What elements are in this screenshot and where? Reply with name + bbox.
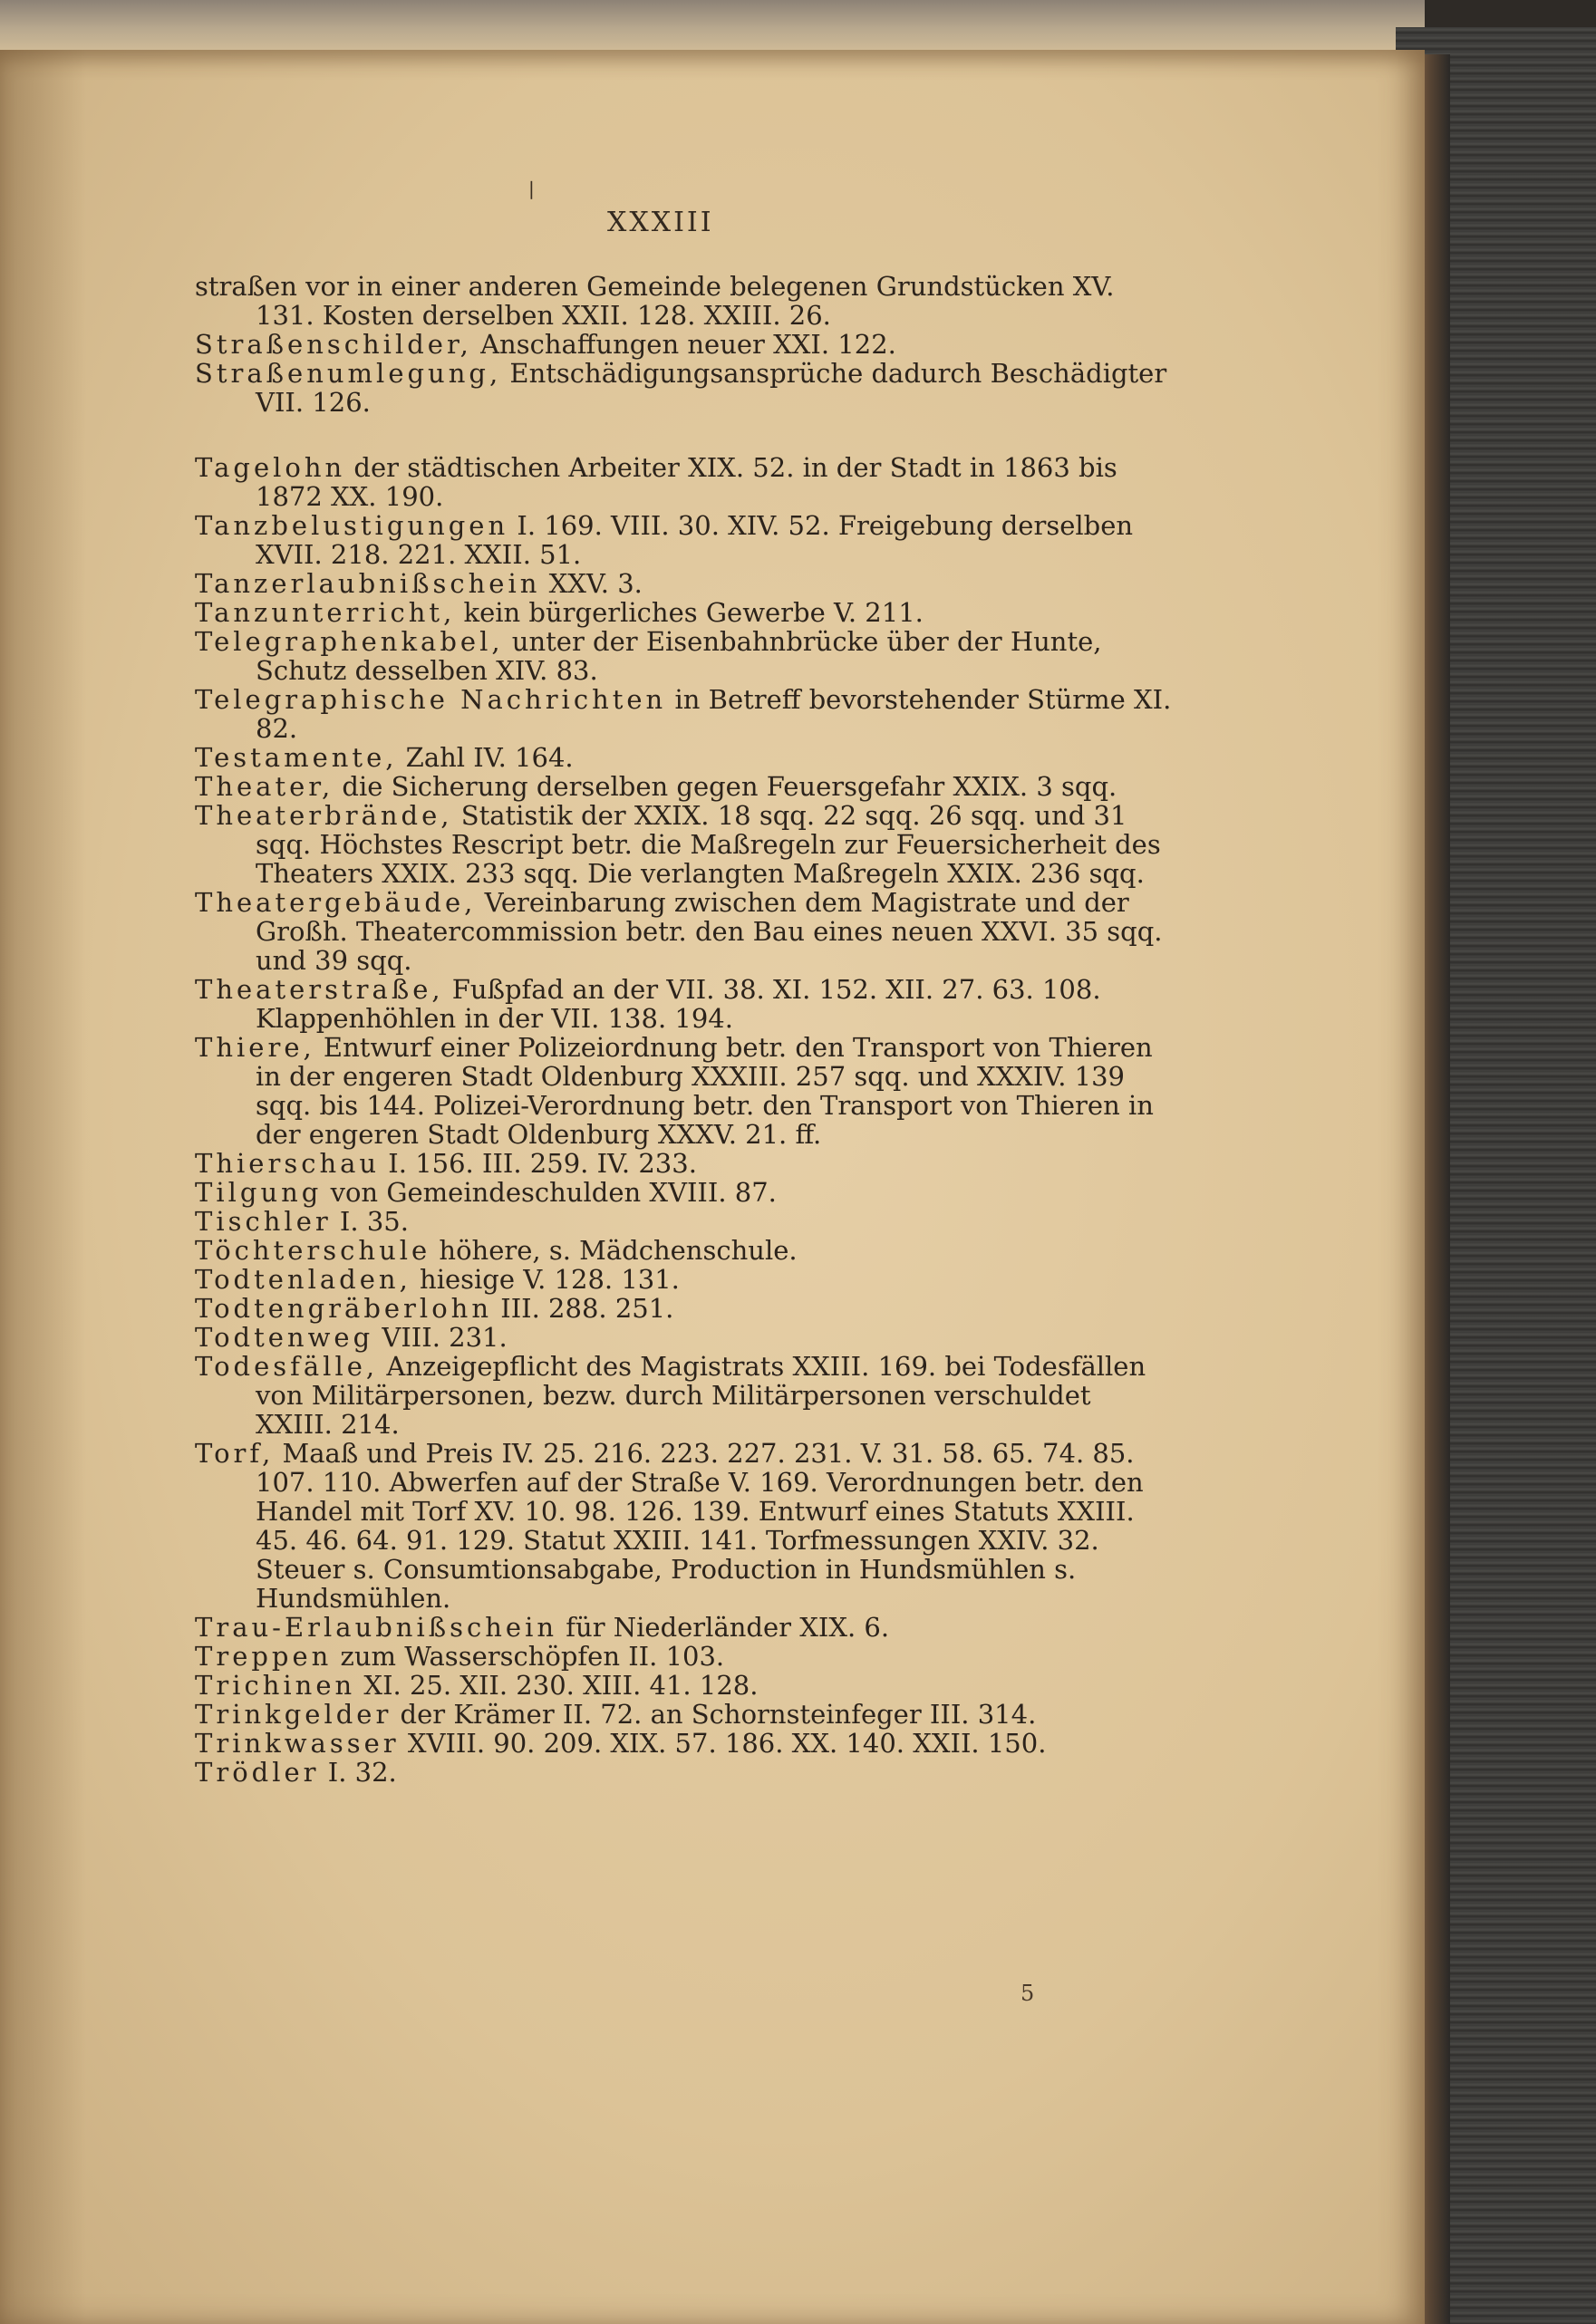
- index-entry: [195, 1758, 1174, 1787]
- index-entry: [195, 453, 1174, 511]
- index-entry: [195, 330, 1174, 359]
- entry-text: I. 169. VIII. 30. XIV. 52. Freigebung derselben XVII. 218. 221. XXII. 51.: [256, 510, 1134, 570]
- index-entry: [195, 1729, 1174, 1758]
- entry-text: für Niederländer XIX. 6.: [557, 1612, 890, 1643]
- entry-term: Telegraphische Nachrichten: [195, 684, 667, 715]
- entry-text: Entwurf einer Polizeiordnung betr. den Transport von Thieren in der engeren Stadt Oldenburg XXXIII. 257 sqq. und XXXIV. 139 sqq. bis 144. Polizei-Verordnung betr. den Transport von Thieren in der engeren Stadt Oldenburg XXXV. 21. ff.: [256, 1032, 1154, 1150]
- entry-term: Theaterstraße,: [195, 974, 444, 1005]
- entry-text: höhere, s. Mädchenschule.: [430, 1235, 798, 1266]
- index-entry: [195, 511, 1174, 569]
- entry-term: Torf,: [195, 1438, 275, 1469]
- entry-text: Anzeigepflicht des Magistrats XXIII. 169. bei Todesfällen von Militärpersonen, bezw. durch Militärpersonen verschuldet XXIII. 214.: [256, 1351, 1146, 1440]
- entry-text: XXV. 3.: [540, 568, 643, 599]
- index-entry: [195, 743, 1174, 772]
- entry-term: Todesfälle,: [195, 1351, 379, 1382]
- entry-text: VIII. 231.: [373, 1322, 508, 1353]
- entry-term: Thiere,: [195, 1032, 315, 1063]
- entry-term: Theatergebäude,: [195, 887, 477, 918]
- entry-term: Töchterschule: [195, 1235, 431, 1266]
- index-entry: [195, 1352, 1174, 1439]
- index-entry: [195, 1207, 1174, 1236]
- index-entry: [195, 272, 1174, 330]
- entry-term: Treppen: [195, 1641, 333, 1672]
- entry-term: Trau-Erlaubnißschein: [195, 1612, 558, 1643]
- entry-term: Telegraphenkabel,: [195, 626, 504, 657]
- index-entry: [195, 685, 1174, 743]
- ink-mark: ❘: [524, 178, 539, 199]
- entry-term: Todtenweg: [195, 1322, 374, 1353]
- index-entry: [195, 569, 1174, 598]
- entry-text: kein bürgerliches Gewerbe V. 211.: [455, 597, 924, 628]
- entry-term: Tagelohn: [195, 452, 346, 483]
- entry-term: Tilgung: [195, 1177, 323, 1208]
- index-entry: [195, 801, 1174, 888]
- entry-text: I. 32.: [319, 1757, 397, 1788]
- entry-text: Maaß und Preis IV. 25. 216. 223. 227. 231. V. 31. 58. 65. 74. 85. 107. 110. Abwerfen auf der Straße V. 169. Verordnungen betr. den Handel mit Torf XV. 10. 98. 126. 139. Entwurf eines Statuts XXIII. 45. 46. 64. 91. 129. Statut XXIII. 141. Torfmessungen XXIV. 32. Steuer s. Consumtionsabgabe, Production in Hundsmühlen s. Hundsmühlen.: [256, 1438, 1144, 1614]
- index-entry: [195, 1178, 1174, 1207]
- index-entry: [195, 1671, 1174, 1700]
- entry-text: Entschädigungsansprüche dadurch Beschädigter VII. 126.: [256, 358, 1167, 418]
- index-entry: [195, 598, 1174, 627]
- spine-shadow: [0, 50, 86, 2324]
- index-entry: [195, 1149, 1174, 1178]
- index-entry: [195, 1265, 1174, 1294]
- page-header: XXXIII: [607, 207, 714, 238]
- entry-text: I. 35.: [331, 1206, 409, 1237]
- index-entry: [195, 627, 1174, 685]
- entry-term: Thierschau: [195, 1148, 381, 1179]
- entry-term: Tanzerlaubnißschein: [195, 568, 541, 599]
- entry-term: Straßenschilder,: [195, 329, 472, 360]
- entry-text: in Betreff bevorstehender Stürme XI. 82.: [256, 684, 1172, 744]
- entry-term: Straßenumlegung,: [195, 358, 502, 389]
- index-entry: [195, 1236, 1174, 1265]
- entry-text: die Sicherung derselben gegen Feuersgefahr XXIX. 3 sqq.: [334, 771, 1117, 802]
- entry-text: zum Wasserschöpfen II. 103.: [332, 1641, 725, 1672]
- entry-text: Vereinbarung zwischen dem Magistrate und der Großh. Theatercommission betr. den Bau eines neuen XXVI. 35 sqq. und 39 sqq.: [256, 887, 1163, 976]
- index-entry: [195, 1439, 1174, 1613]
- entry-term: Testamente,: [195, 742, 398, 773]
- entry-text: Zahl IV. 164.: [397, 742, 574, 773]
- index-entry: [195, 1700, 1174, 1729]
- entry-text: der Krämer II. 72. an Schornsteinfeger III. 314.: [392, 1699, 1037, 1730]
- page-number: 5: [1020, 1981, 1035, 2006]
- index-entry: [195, 1323, 1174, 1352]
- entry-text: XVIII. 90. 209. XIX. 57. 186. XX. 140. XXII. 150.: [399, 1728, 1047, 1759]
- entry-text: Fußpfad an der VII. 38. XI. 152. XII. 27. 63. 108. Klappenhöhlen in der VII. 138. 194.: [256, 974, 1101, 1034]
- entry-term: Tanzunterricht,: [195, 597, 456, 628]
- entry-term: Trinkwasser: [195, 1728, 400, 1759]
- entry-text: Statistik der XXIX. 18 sqq. 22 sqq. 26 sqq. und 31 sqq. Höchstes Rescript betr. die Maßregeln zur Feuersicherheit des Theaters XXIX. 233 sqq. Die verlangten Maßregeln XXIX. 236 sqq.: [256, 800, 1161, 889]
- index-entry: [195, 359, 1174, 417]
- entry-term: Trinkgelder: [195, 1699, 392, 1730]
- entry-term: Tischler: [195, 1206, 332, 1237]
- index-entry: [195, 975, 1174, 1033]
- index-entry: [195, 1642, 1174, 1671]
- entry-term: Theater,: [195, 771, 334, 802]
- entry-text: der städtischen Arbeiter XIX. 52. in der Stadt in 1863 bis 1872 XX. 190.: [256, 452, 1117, 512]
- entry-text: hiesige V. 128. 131.: [411, 1264, 680, 1295]
- entry-text: unter der Eisenbahnbrücke über der Hunte, Schutz desselben XIV. 83.: [256, 626, 1102, 686]
- index-entry: [195, 1033, 1174, 1149]
- index-entry: [195, 1613, 1174, 1642]
- entry-term: Theaterbrände,: [195, 800, 453, 831]
- entry-text: XI. 25. XII. 230. XIII. 41. 128.: [355, 1670, 759, 1701]
- entry-text: von Gemeindeschulden XVIII. 87.: [322, 1177, 777, 1208]
- entry-term: Todtenladen,: [195, 1264, 411, 1295]
- entry-term: Trichinen: [195, 1670, 356, 1701]
- entry-text: III. 288. 251.: [492, 1293, 674, 1324]
- entry-text: straßen vor in einer anderen Gemeinde belegenen Grundstücken XV. 131. Kosten derselben XXII. 128. XXIII. 26.: [195, 271, 1115, 331]
- entry-term: Tanzbelustigungen: [195, 510, 509, 541]
- index-entry: [195, 1294, 1174, 1323]
- index-entries: [195, 272, 1174, 1787]
- index-entry: [195, 772, 1174, 801]
- index-entry: [195, 888, 1174, 975]
- entry-text: I. 156. III. 259. IV. 233.: [380, 1148, 697, 1179]
- entry-term: Trödler: [195, 1757, 320, 1788]
- entry-term: Todtengräberlohn: [195, 1293, 493, 1324]
- entry-text: Anschaffungen neuer XXI. 122.: [471, 329, 896, 360]
